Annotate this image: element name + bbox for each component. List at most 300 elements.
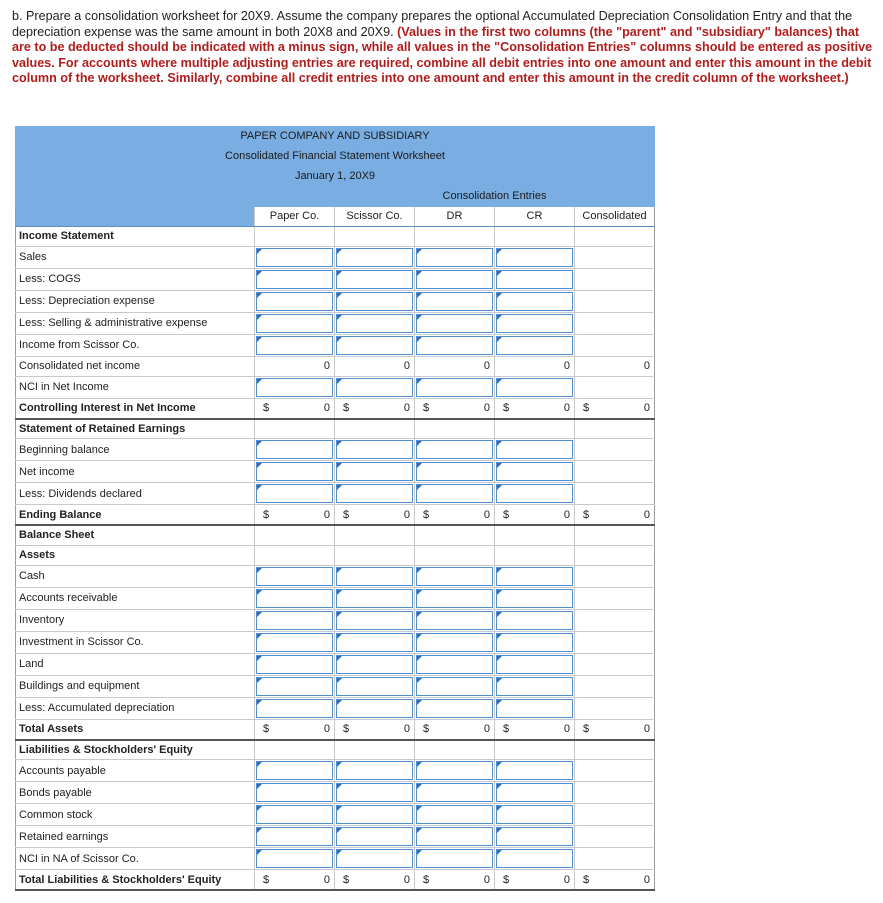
cell-cr [495,505,575,526]
currency-symbol: $ [343,402,350,414]
row-less-accum-depr [16,697,655,719]
cell-consolidated [575,675,655,697]
currency-symbol: $ [343,873,350,886]
column-header-cr: CR [495,206,575,226]
input-net-income-scissor-co[interactable] [336,462,413,481]
input-nci-na-dr[interactable] [416,849,493,868]
value-cell [575,505,654,524]
value-cell [335,505,414,524]
input-buildings-cr[interactable] [496,677,573,696]
row-accounts-receivable [16,587,655,609]
cell-scissor-co [335,483,415,505]
input-less-dividends-scissor-co[interactable] [336,484,413,503]
input-accounts-receivable-paper-co[interactable] [256,589,333,608]
input-income-from-sub-dr[interactable] [416,336,493,355]
input-income-from-sub-cr[interactable] [496,336,573,355]
value-zero: 0 [403,723,410,735]
cell-consolidated [575,653,655,675]
cell-scissor-co [335,505,415,526]
row-label: Beginning balance [16,439,255,461]
cell-scissor-co [335,290,415,312]
input-net-income-cr[interactable] [496,462,573,481]
cell-scissor-co [335,525,415,545]
row-label: Common stock [16,804,255,826]
cell-cr [495,334,575,356]
value-zero: 0 [483,723,490,735]
value-zero: 0 [403,873,410,886]
input-bonds-payable-paper-co[interactable] [256,783,333,802]
row-label: Net income [16,461,255,483]
input-beginning-balance-cr[interactable] [496,440,573,459]
input-bonds-payable-dr[interactable] [416,783,493,802]
cell-consolidated [575,525,655,545]
input-nci-net-income-paper-co[interactable] [256,378,333,397]
column-header-consolidated: Consolidated [575,206,655,226]
instructions-text: b. Prepare a consolidation worksheet for 20X9. Assume the company prepares the optional Accumulated Depreciation Consolidation Entry and that the depreciation expense was the same amount in both 20X8 and 20X9. [12,9,853,39]
input-sales-paper-co[interactable] [256,248,333,267]
input-inventory-dr[interactable] [416,611,493,630]
input-accounts-payable-cr[interactable] [496,761,573,780]
cell-scissor-co [335,226,415,246]
cell-dr [415,525,495,545]
cell-cr [495,587,575,609]
row-less-dividends [16,483,655,505]
row-label: Accounts payable [16,760,255,782]
value-cell [415,399,494,418]
cell-dr [415,505,495,526]
row-land [16,653,655,675]
input-common-stock-dr[interactable] [416,805,493,824]
column-header-paper-co: Paper Co. [255,206,335,226]
row-nci-net-income [16,376,655,398]
cell-scissor-co [335,565,415,587]
value-cell [495,357,574,376]
value-cell [335,399,414,418]
input-land-paper-co[interactable] [256,655,333,674]
row-inventory [16,609,655,631]
worksheet-title2: Consolidated Financial Statement Worksheet [16,146,655,166]
cell-scissor-co [335,740,415,760]
input-sales-cr[interactable] [496,248,573,267]
value-cell [255,505,334,524]
input-net-income-paper-co[interactable] [256,462,333,481]
value-cell [415,870,494,889]
cell-dr [415,782,495,804]
cell-paper-co [255,461,335,483]
input-sales-scissor-co[interactable] [336,248,413,267]
cell-paper-co [255,675,335,697]
input-less-accum-depr-cr[interactable] [496,699,573,718]
value-zero: 0 [403,508,410,521]
row-consolidated-net-income [16,356,655,376]
value-zero: 0 [483,873,490,886]
input-accounts-payable-scissor-co[interactable] [336,761,413,780]
input-less-cogs-paper-co[interactable] [256,270,333,289]
row-label: Assets [16,545,255,565]
cell-dr [415,226,495,246]
row-label: NCI in Net Income [16,376,255,398]
currency-symbol: $ [423,873,430,886]
row-accounts-payable [16,760,655,782]
value-cell [415,505,494,524]
row-total-assets [16,719,655,740]
cell-consolidated [575,609,655,631]
cell-paper-co [255,246,335,268]
cell-dr [415,675,495,697]
cell-cr [495,719,575,740]
cell-consolidated [575,356,655,376]
value-cell [335,720,414,739]
cell-scissor-co [335,804,415,826]
input-land-cr[interactable] [496,655,573,674]
input-beginning-balance-paper-co[interactable] [256,440,333,459]
row-cash [16,565,655,587]
row-label: Balance Sheet [16,525,255,545]
row-label: Less: Dividends declared [16,483,255,505]
currency-symbol: $ [503,873,510,886]
input-less-sga-scissor-co[interactable] [336,314,413,333]
value-cell [335,357,414,376]
cell-cr [495,312,575,334]
input-cash-cr[interactable] [496,567,573,586]
input-cash-paper-co[interactable] [256,567,333,586]
input-less-sga-cr[interactable] [496,314,573,333]
input-less-dividends-dr[interactable] [416,484,493,503]
input-land-scissor-co[interactable] [336,655,413,674]
cell-cr [495,268,575,290]
input-cash-scissor-co[interactable] [336,567,413,586]
value-cell [495,399,574,418]
cell-dr [415,376,495,398]
input-common-stock-cr[interactable] [496,805,573,824]
row-label: Less: Depreciation expense [16,290,255,312]
cell-consolidated [575,505,655,526]
input-accounts-receivable-cr[interactable] [496,589,573,608]
input-less-depr-paper-co[interactable] [256,292,333,311]
value-zero: 0 [563,873,570,886]
input-less-cogs-cr[interactable] [496,270,573,289]
input-inventory-cr[interactable] [496,611,573,630]
cell-dr [415,439,495,461]
cell-paper-co [255,376,335,398]
value-zero: 0 [483,508,490,521]
cell-consolidated [575,804,655,826]
input-income-from-sub-paper-co[interactable] [256,336,333,355]
value-zero: 0 [323,402,330,414]
cell-paper-co [255,804,335,826]
value-zero: 0 [323,723,330,735]
cell-scissor-co [335,697,415,719]
row-liab-equity [16,740,655,760]
input-beginning-balance-scissor-co[interactable] [336,440,413,459]
cell-consolidated [575,848,655,870]
input-less-dividends-paper-co[interactable] [256,484,333,503]
input-bonds-payable-scissor-co[interactable] [336,783,413,802]
cell-consolidated [575,419,655,439]
cell-scissor-co [335,587,415,609]
input-nci-net-income-scissor-co[interactable] [336,378,413,397]
input-nci-na-paper-co[interactable] [256,849,333,868]
cell-scissor-co [335,870,415,891]
cell-scissor-co [335,268,415,290]
value-zero: 0 [563,360,570,372]
row-label: Liabilities & Stockholders' Equity [16,740,255,760]
input-income-from-sub-scissor-co[interactable] [336,336,413,355]
row-less-sga [16,312,655,334]
input-common-stock-paper-co[interactable] [256,805,333,824]
value-zero: 0 [403,402,410,414]
cell-paper-co [255,398,335,419]
value-cell [575,357,654,376]
cell-consolidated [575,312,655,334]
input-less-accum-depr-scissor-co[interactable] [336,699,413,718]
input-accounts-receivable-dr[interactable] [416,589,493,608]
cell-scissor-co [335,848,415,870]
cell-paper-co [255,419,335,439]
cell-dr [415,268,495,290]
cell-consolidated [575,565,655,587]
input-land-dr[interactable] [416,655,493,674]
row-common-stock [16,804,655,826]
cell-cr [495,246,575,268]
cell-dr [415,848,495,870]
row-buildings [16,675,655,697]
currency-symbol: $ [423,723,430,735]
cell-consolidated [575,334,655,356]
cell-consolidated [575,697,655,719]
input-buildings-dr[interactable] [416,677,493,696]
currency-symbol: $ [263,402,270,414]
row-label: Retained earnings [16,826,255,848]
row-label: Statement of Retained Earnings [16,419,255,439]
cell-dr [415,565,495,587]
value-zero: 0 [643,402,650,414]
cell-dr [415,461,495,483]
cell-paper-co [255,740,335,760]
input-common-stock-scissor-co[interactable] [336,805,413,824]
row-label: Controlling Interest in Net Income [16,398,255,419]
cell-consolidated [575,226,655,246]
row-income-statement [16,226,655,246]
cell-paper-co [255,226,335,246]
cell-cr [495,376,575,398]
row-less-cogs [16,268,655,290]
cell-cr [495,398,575,419]
row-total-liab-equity [16,870,655,891]
input-beginning-balance-dr[interactable] [416,440,493,459]
cell-scissor-co [335,439,415,461]
cell-consolidated [575,290,655,312]
cell-dr [415,826,495,848]
column-header-scissor-co: Scissor Co. [335,206,415,226]
currency-symbol: $ [423,402,430,414]
row-label: Ending Balance [16,505,255,526]
row-controlling-interest [16,398,655,419]
cell-cr [495,290,575,312]
input-cash-dr[interactable] [416,567,493,586]
label-column-header [16,206,255,226]
cell-scissor-co [335,826,415,848]
cell-paper-co [255,719,335,740]
cell-paper-co [255,631,335,653]
cell-scissor-co [335,545,415,565]
cell-paper-co [255,653,335,675]
row-balance-sheet [16,525,655,545]
cell-paper-co [255,439,335,461]
cell-cr [495,483,575,505]
value-cell [335,870,414,889]
row-sales [16,246,655,268]
input-less-depr-dr[interactable] [416,292,493,311]
cell-dr [415,290,495,312]
cell-dr [415,587,495,609]
input-accounts-receivable-scissor-co[interactable] [336,589,413,608]
cell-consolidated [575,740,655,760]
input-sales-dr[interactable] [416,248,493,267]
input-retained-earnings-dr[interactable] [416,827,493,846]
input-less-sga-paper-co[interactable] [256,314,333,333]
row-less-depr [16,290,655,312]
cell-consolidated [575,870,655,891]
row-label: Sales [16,246,255,268]
input-less-cogs-dr[interactable] [416,270,493,289]
currency-symbol: $ [583,402,590,414]
value-cell [495,870,574,889]
input-less-accum-depr-dr[interactable] [416,699,493,718]
cell-scissor-co [335,760,415,782]
input-net-income-dr[interactable] [416,462,493,481]
input-accounts-payable-paper-co[interactable] [256,761,333,780]
cell-paper-co [255,760,335,782]
currency-symbol: $ [503,508,510,521]
value-zero: 0 [643,508,650,521]
input-investment-scissor-co[interactable] [336,633,413,652]
cell-scissor-co [335,246,415,268]
input-inventory-paper-co[interactable] [256,611,333,630]
input-less-depr-cr[interactable] [496,292,573,311]
value-cell [415,357,494,376]
row-label: Less: Selling & administrative expense [16,312,255,334]
cell-paper-co [255,782,335,804]
input-less-accum-depr-paper-co[interactable] [256,699,333,718]
cell-scissor-co [335,609,415,631]
cell-scissor-co [335,461,415,483]
cell-dr [415,697,495,719]
cell-dr [415,653,495,675]
cell-cr [495,870,575,891]
input-retained-earnings-cr[interactable] [496,827,573,846]
cell-scissor-co [335,653,415,675]
input-less-cogs-scissor-co[interactable] [336,270,413,289]
input-less-sga-dr[interactable] [416,314,493,333]
row-net-income [16,461,655,483]
cell-cr [495,804,575,826]
consolidation-entries-header: Consolidation Entries [415,186,575,206]
row-bonds-payable [16,782,655,804]
row-assets [16,545,655,565]
cell-scissor-co [335,719,415,740]
input-retained-earnings-paper-co[interactable] [256,827,333,846]
cell-scissor-co [335,376,415,398]
input-nci-net-income-dr[interactable] [416,378,493,397]
instructions [12,9,874,87]
value-cell [255,720,334,739]
value-zero: 0 [323,508,330,521]
currency-symbol: $ [423,508,430,521]
worksheet-title3: January 1, 20X9 [16,166,655,186]
cell-paper-co [255,483,335,505]
value-cell [255,399,334,418]
cell-scissor-co [335,334,415,356]
cell-dr [415,246,495,268]
value-cell [255,357,334,376]
value-cell [255,870,334,889]
row-label: Cash [16,565,255,587]
cell-dr [415,398,495,419]
input-nci-net-income-cr[interactable] [496,378,573,397]
row-label: Total Assets [16,719,255,740]
cell-cr [495,653,575,675]
currency-symbol: $ [503,402,510,414]
input-investment-dr[interactable] [416,633,493,652]
cell-paper-co [255,697,335,719]
input-nci-na-scissor-co[interactable] [336,849,413,868]
cell-consolidated [575,719,655,740]
input-less-dividends-cr[interactable] [496,484,573,503]
cell-consolidated [575,246,655,268]
input-accounts-payable-dr[interactable] [416,761,493,780]
cell-cr [495,675,575,697]
input-retained-earnings-scissor-co[interactable] [336,827,413,846]
cell-dr [415,356,495,376]
cell-consolidated [575,760,655,782]
cell-cr [495,760,575,782]
header-spacer [575,186,655,206]
input-buildings-paper-co[interactable] [256,677,333,696]
cell-cr [495,826,575,848]
value-zero: 0 [483,402,490,414]
cell-cr [495,439,575,461]
cell-scissor-co [335,419,415,439]
cell-scissor-co [335,782,415,804]
input-investment-paper-co[interactable] [256,633,333,652]
cell-dr [415,719,495,740]
value-zero: 0 [323,360,330,372]
cell-paper-co [255,334,335,356]
row-label: Consolidated net income [16,356,255,376]
instructions-emphasis: (Values in the first two columns (the "parent" and "subsidiary" balances) that are to be deducted should be indicated with a minus sign, while all values in the "Consolidation Entries" columns should be entered as positive values. For accounts where multiple adjusting entries are required, combine all debit entries into one amount and enter this amount in the debit column of the worksheet. Similarly, combine all credit entries into one amount and enter this amount in the credit column of the worksheet.) [12,24,873,86]
cell-paper-co [255,848,335,870]
row-ending-balance [16,505,655,526]
input-buildings-scissor-co[interactable] [336,677,413,696]
input-inventory-scissor-co[interactable] [336,611,413,630]
cell-consolidated [575,826,655,848]
cell-paper-co [255,565,335,587]
value-zero: 0 [403,360,410,372]
cell-consolidated [575,439,655,461]
value-cell [575,720,654,739]
cell-consolidated [575,782,655,804]
cell-cr [495,226,575,246]
cell-cr [495,697,575,719]
input-nci-na-cr[interactable] [496,849,573,868]
input-less-depr-scissor-co[interactable] [336,292,413,311]
input-investment-cr[interactable] [496,633,573,652]
input-bonds-payable-cr[interactable] [496,783,573,802]
cell-scissor-co [335,356,415,376]
cell-paper-co [255,290,335,312]
row-label: Income Statement [16,226,255,246]
